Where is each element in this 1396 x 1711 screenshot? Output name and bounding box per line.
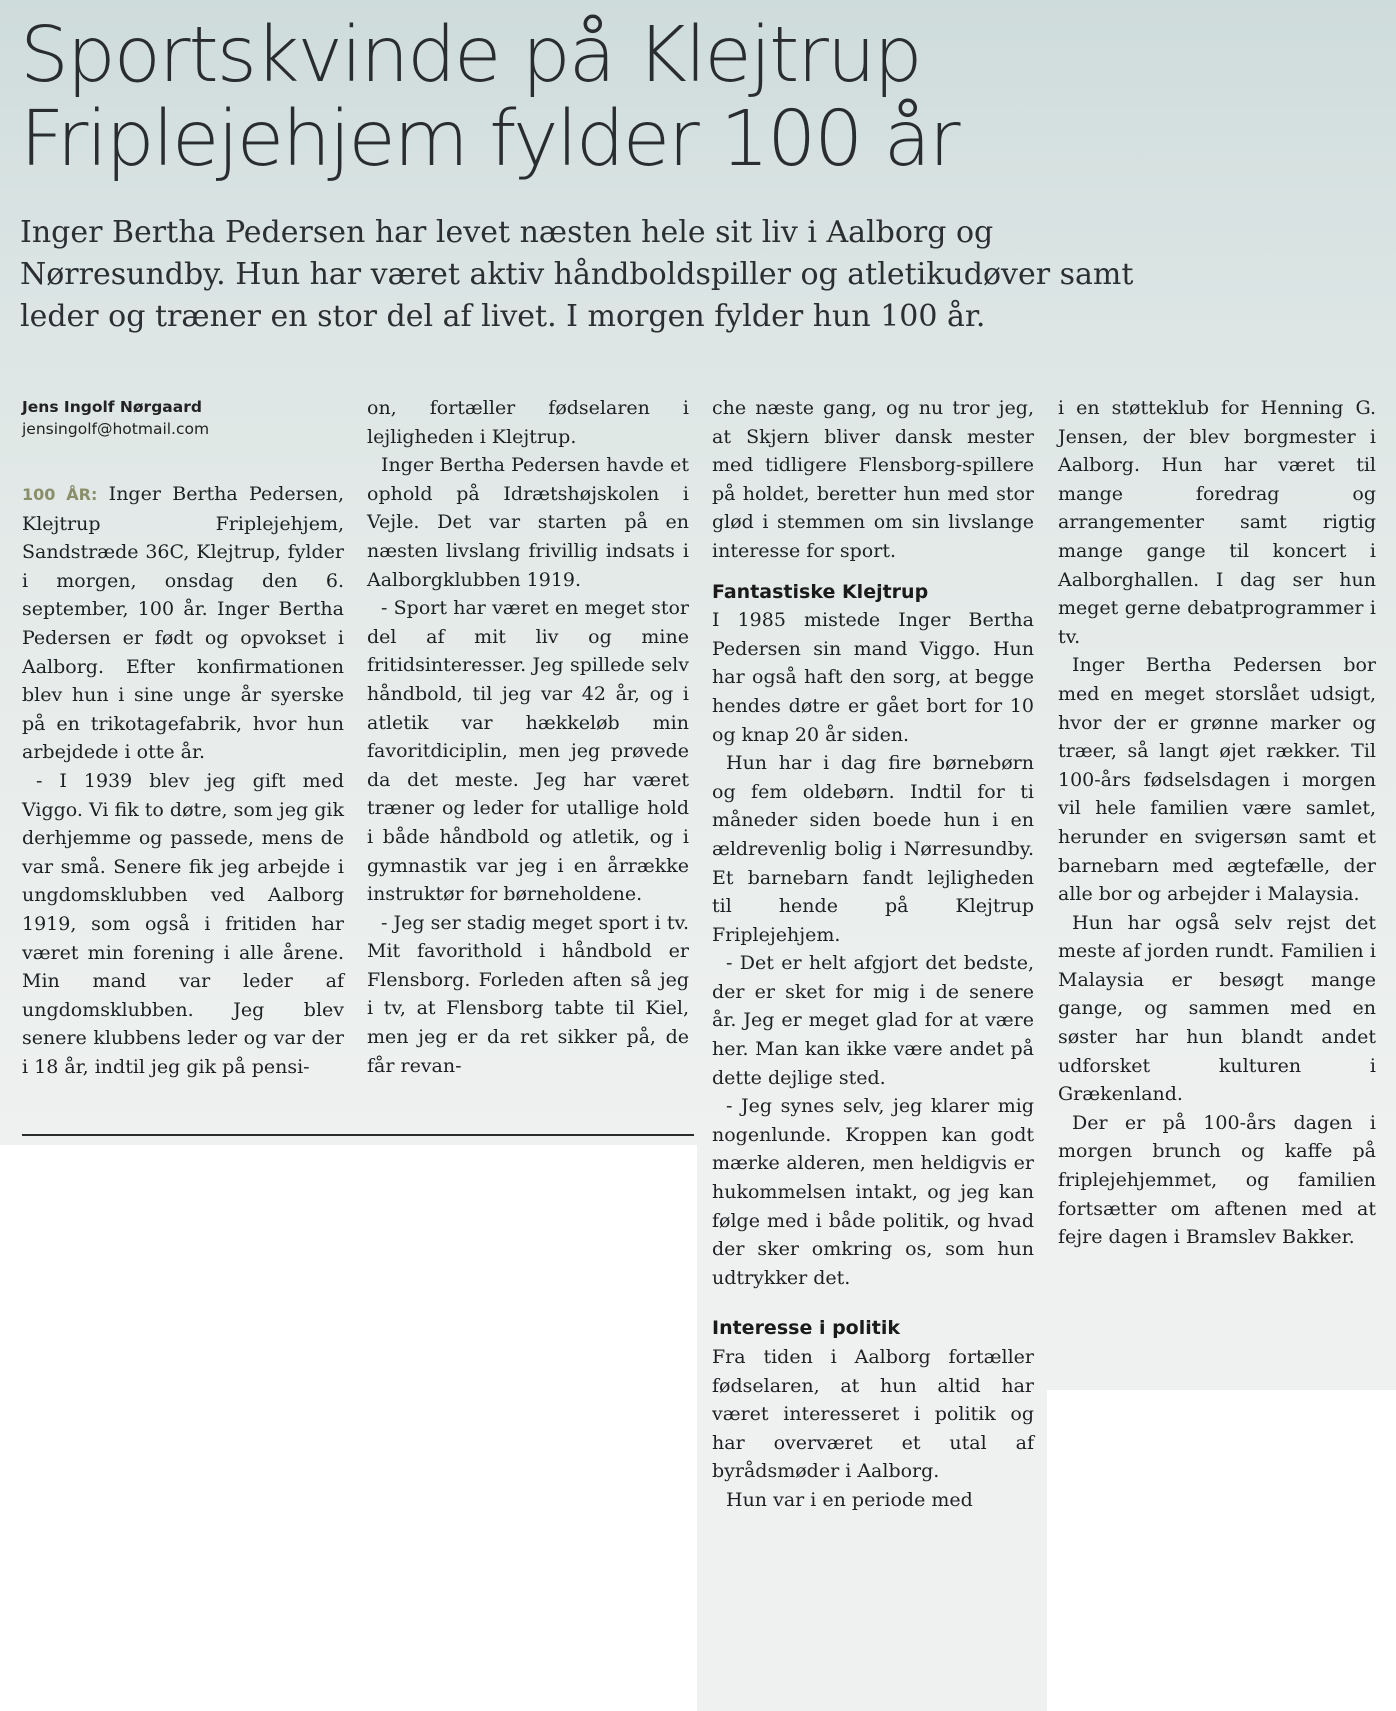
article-deck: Inger Bertha Pedersen har levet næsten hele sit liv i Aalborg og Nørresundby. Hun har været aktiv håndboldspiller og atletikudøver samt leder og træner en stor del af livet. I morgen fylder hun 100 år. xyxy=(20,215,1134,334)
paragraph: - Jeg ser stadig meget sport i tv. Mit favorithold i håndbold er Flensborg. Forleden aften så jeg i tv, at Flensborg tabte til Kiel, men jeg er da ret sikker på, de får revan- xyxy=(367,911,689,1077)
article-column-4 xyxy=(1058,394,1376,1252)
paragraph: Inger Bertha Pedersen bor med en meget storslået udsigt, hvor der er grønne marker og træer, så langt øjet rækker. Til 100-års fødselsdagen i morgen vil hele familien være samlet, herunder en svigersøn samt et barnebarn med ægtefælle, der alle bor og arbejder i Malaysia. xyxy=(1058,654,1376,906)
author-name: Jens Ingolf Nørgaard xyxy=(22,398,202,416)
kicker: 100 ÅR: xyxy=(22,485,98,504)
paragraph: i en støtteklub for Henning G. Jensen, der blev borgmester i Aalborg. Hun har været til mange foredrag og arrangementer samt rigtig mange gange til koncert i Aalborghallen. I dag ser hun meget gerne debatprogrammer i tv. xyxy=(1058,397,1376,648)
paragraph: I 1985 mistede Inger Bertha Pedersen sin mand Viggo. Hun har også haft den sorg, at begge hendes døtre er gået bort for 10 og knap 20 år siden. xyxy=(712,609,1034,746)
paragraph: Hun var i en periode med xyxy=(726,1488,973,1511)
byline xyxy=(22,396,342,440)
column-end-rule xyxy=(22,1134,694,1136)
paragraph: Hun har i dag fire børnebørn og fem oldebørn. Indtil for ti måneder siden boede hun i en ældrevenlig bolig i Nørresundby. Et barnebarn fandt lejligheden til hende på Klejtrup Friplejehjem. xyxy=(712,752,1034,946)
paragraph: - I 1939 blev jeg gift med Viggo. Vi fik to døtre, som jeg gik derhjemme og passede, mens de var små. Senere fik jeg arbejde i ungdomsklubben ved Aalborg 1919, som også i fritiden har været min forening i alle årene. Min mand var leder af ungdomsklubben. Jeg blev senere klubbens leder og var der i 18 år, indtil jeg gik på pensi- xyxy=(22,769,344,1078)
subheading: Fantastiske Klejtrup xyxy=(712,580,929,603)
paragraph: - Jeg synes selv, jeg klarer mig nogenlunde. Kroppen kan godt mærke alderen, men heldigvis er hukommelsen intakt, og jeg kan følge med i både politik, og hvad der sker omkring os, som hun udtrykker det. xyxy=(712,1095,1034,1289)
paragraph: che næste gang, og nu tror jeg, at Skjern bliver dansk mester med tidligere Flensborg-spillere på holdet, beretter hun med stor glød i stemmen om sin livslange interesse for sport. xyxy=(712,397,1034,562)
paragraph: Fra tiden i Aalborg fortæller fødselaren, at hun altid har været interesseret i politik og har overværet et utal af byrådsmøder i Aalborg. xyxy=(712,1346,1034,1483)
paragraph xyxy=(22,480,344,767)
subheading: Interesse i politik xyxy=(712,1317,900,1340)
paragraph: on, fortæller fødselaren i lejligheden i Klejtrup. xyxy=(367,397,689,448)
paragraph: - Sport har været en meget stor del af mit liv og mine fritidsinteresser. Jeg spillede selv håndbold, til jeg var 42 år, og i atletik var hækkeløb min favoritdiciplin, men jeg prøvede da det meste. Jeg har været træner og leder for utallige hold i både håndbold og atletik, og i gymnastik var jeg i en årrække instruktør for børneholdene. xyxy=(367,597,689,906)
article-column-1 xyxy=(22,480,344,1081)
author-email: jensingolf@hotmail.com xyxy=(22,420,210,438)
paragraph: Inger Bertha Pedersen havde et ophold på Idrætshøjskolen i Vejle. Det var starten på en næsten livslang frivillig indsats i Aalborgklubben 1919. xyxy=(367,454,689,591)
paragraph: Der er på 100-års dagen i morgen brunch og kaffe på friplejehjemmet, og familien fortsætter om aftenen med at fejre dagen i Bramslev Bakker. xyxy=(1058,1111,1376,1249)
article-column-3 xyxy=(712,394,1034,1515)
paragraph: Hun har også selv rejst det meste af jorden rundt. Familien i Malaysia er besøgt mange gange, og sammen med en søster har hun blandt andet udforsket kulturen i Grækenland. xyxy=(1058,911,1376,1106)
article-column-2 xyxy=(367,394,689,1080)
paragraph-text: Inger Bertha Pedersen, Klejtrup Friplejehjem, Sandstræde 36C, Klejtrup, fylder i morgen, onsdag den 6. september, 100 år. Inger Bertha Pedersen er født og opvokset i Aalborg. Efter konfirmationen blev hun i sine unge år syerske på en trikotagefabrik, hvor hun arbejdede i otte år. xyxy=(22,483,344,764)
paragraph: - Det er helt afgjort det bedste, der er sket for mig i de senere år. Jeg er meget glad for at være her. Man kan ikke være andet på dette dejlige sted. xyxy=(712,952,1034,1089)
article-headline: Sportskvinde på Klejtrup Friplejehjem fylder 100 år xyxy=(20,11,959,184)
